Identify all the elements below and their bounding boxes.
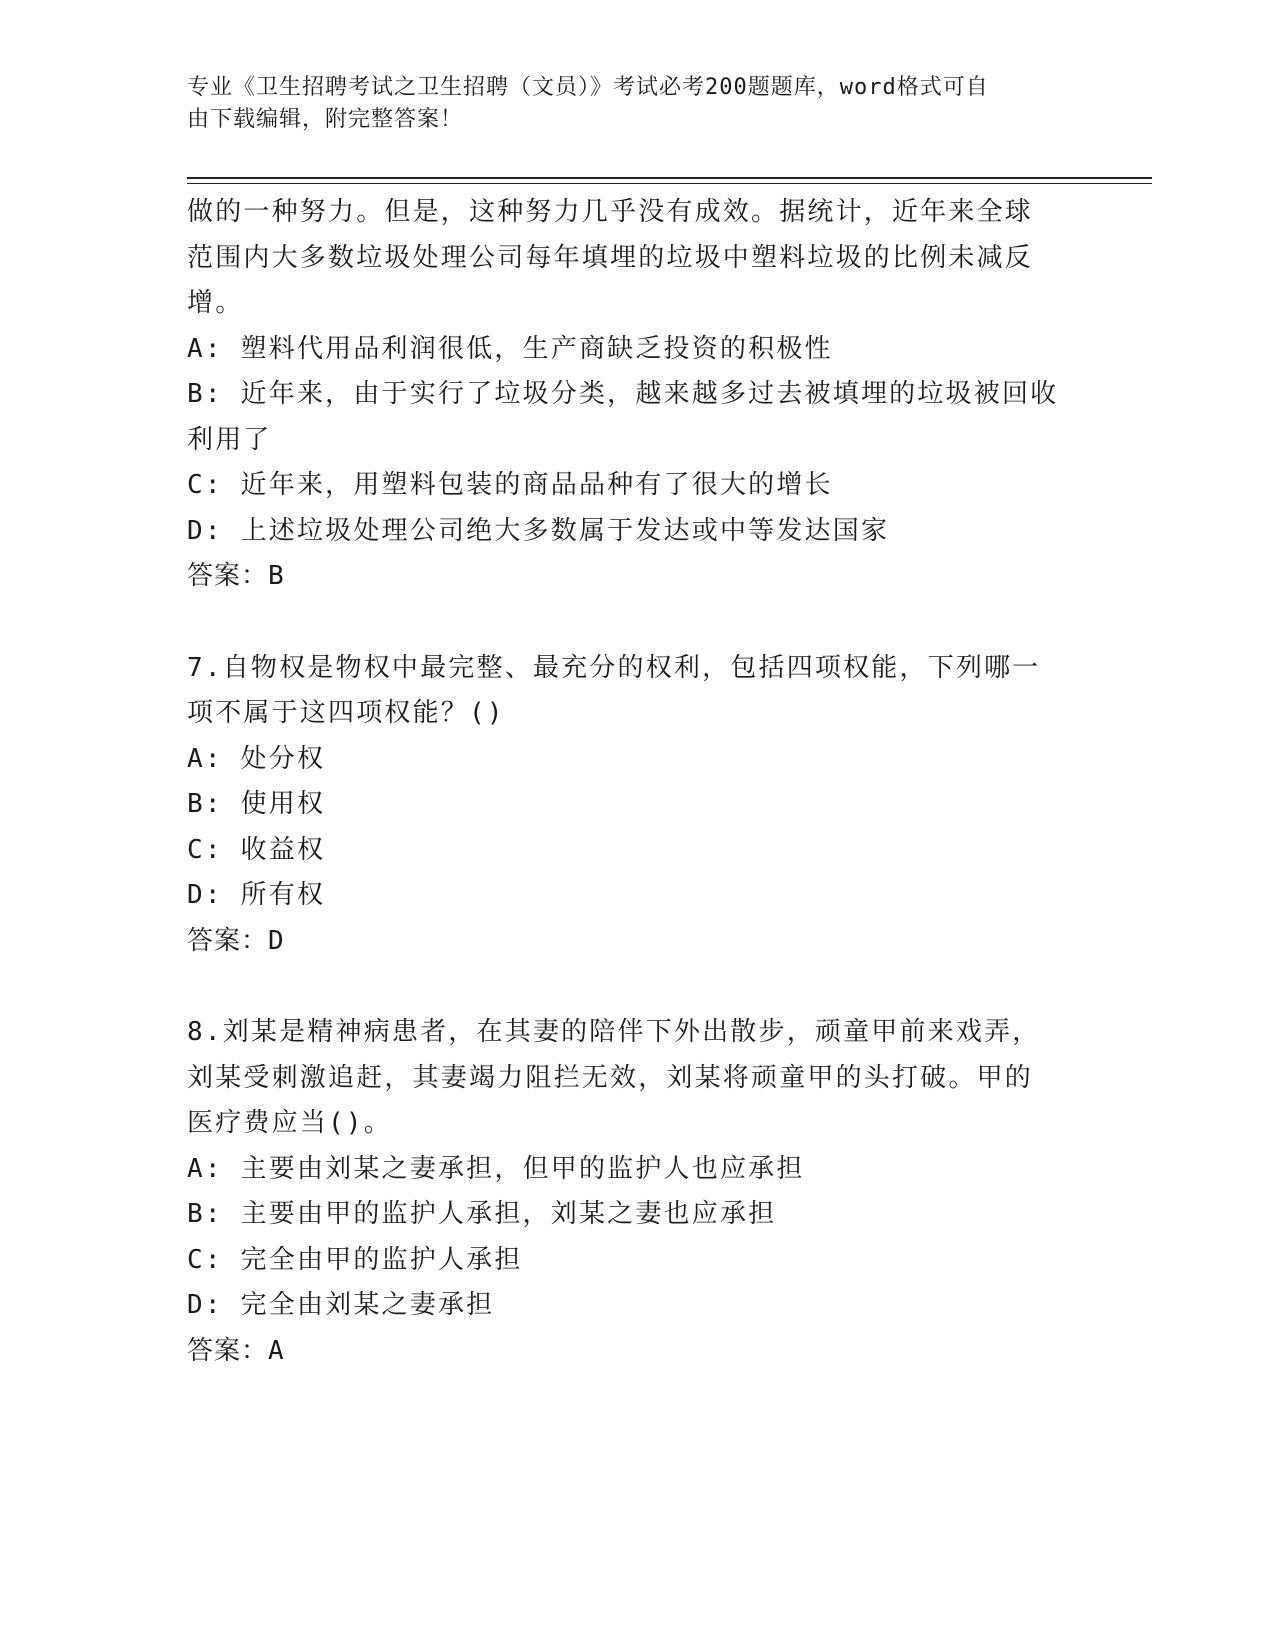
option-b: B: 主要由甲的监护人承担，刘某之妻也应承担: [187, 1199, 777, 1229]
question-text-line: 项不属于这四项权能？(): [187, 698, 505, 728]
answer-label: 答案：B: [187, 561, 285, 591]
option-a: A: 处分权: [187, 743, 326, 774]
question-text-line: 做的一种努力。但是，这种努力几乎没有成效。据统计，近年来全球: [187, 197, 1034, 227]
option-d: D: 所有权: [187, 880, 326, 910]
document-header: [187, 72, 1067, 136]
question-7: [187, 646, 1087, 965]
question-spacer: [187, 600, 1087, 646]
question-content: [187, 190, 1087, 1374]
option-b: B: 使用权: [187, 789, 326, 819]
header-divider-thin: [187, 183, 1152, 184]
header-title-line-2: 由下载编辑，附完整答案！: [187, 107, 464, 132]
question-text-line: 范围内大多数垃圾处理公司每年填埋的垃圾中塑料垃圾的比例未减反: [187, 242, 1034, 273]
question-text-line: 医疗费应当()。: [187, 1108, 392, 1138]
option-b-line-1: B: 近年来，由于实行了垃圾分类，越来越多过去被填埋的垃圾被回收: [187, 379, 1059, 409]
option-d: D: 上述垃圾处理公司绝大多数属于发达或中等发达国家: [187, 515, 890, 546]
question-text-line: 增。: [187, 288, 244, 318]
question-text-line: 8.刘某是精神病患者，在其妻的陪伴下外出散步，顽童甲前来戏弄，: [187, 1017, 1041, 1047]
question-text-line: 7.自物权是物权中最完整、最充分的权利，包括四项权能，下列哪一: [187, 652, 1041, 683]
question-6-continuation: [187, 190, 1087, 600]
option-c: C: 近年来，用塑料包装的商品品种有了很大的增长: [187, 470, 833, 500]
option-a: A: 主要由刘某之妻承担，但甲的监护人也应承担: [187, 1153, 805, 1184]
question-spacer: [187, 964, 1087, 1010]
option-b-line-2: 利用了: [187, 424, 272, 455]
answer-label: 答案：D: [187, 925, 285, 956]
option-c: C: 完全由甲的监护人承担: [187, 1244, 523, 1275]
header-divider-thick: [187, 177, 1152, 179]
option-d: D: 完全由刘某之妻承担: [187, 1290, 495, 1320]
answer-label: 答案：A: [187, 1335, 285, 1366]
option-a: A: 塑料代用品利润很低，生产商缺乏投资的积极性: [187, 333, 833, 364]
header-title-line-1: 专业《卫生招聘考试之卫生招聘（文员）》考试必考200题题库，word格式可自: [187, 75, 989, 100]
option-c: C: 收益权: [187, 834, 326, 865]
question-8: [187, 1010, 1087, 1374]
question-text-line: 刘某受刺激追赶，其妻竭力阻拦无效，刘某将顽童甲的头打破。甲的: [187, 1062, 1034, 1093]
